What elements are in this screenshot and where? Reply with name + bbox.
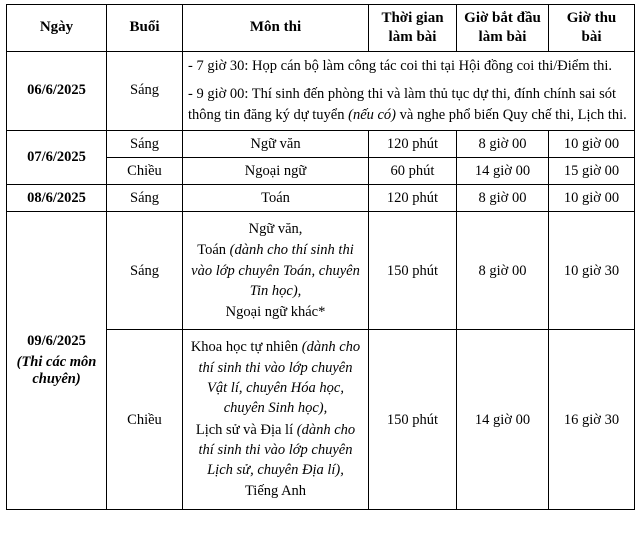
cell-duration-0806-morning: 120 phút [369, 184, 457, 211]
cell-date-0806: 08/6/2025 [7, 184, 107, 211]
table-row [7, 130, 635, 157]
column-header-start-time [457, 5, 549, 52]
cell-session-morning-0606: Sáng [107, 51, 183, 130]
subject-part-history-geography [188, 420, 363, 481]
table-row [7, 184, 635, 211]
cell-end-0806-morning: 10 giờ 00 [549, 184, 635, 211]
column-header-duration-line1: Thời gian [381, 10, 444, 26]
cell-end-0706-afternoon: 15 giờ 00 [549, 157, 635, 184]
column-header-collect-time-line2: bài [581, 28, 602, 45]
cell-start-0806-morning: 8 giờ 00 [457, 184, 549, 211]
cell-date-0906-note: (Thi các môn chuyên) [16, 354, 97, 388]
table-row [7, 211, 635, 329]
subject-part-math-label: Toán [197, 242, 230, 259]
cell-start-0706-morning: 8 giờ 00 [457, 130, 549, 157]
cell-session-morning-0906: Sáng [107, 211, 183, 329]
cell-subject-0906-morning [183, 211, 369, 329]
subject-part-history-geography-note: (dành cho thí sinh thi vào lớp chuyên Lịch sử, chuyên Địa lí), [198, 421, 356, 479]
table-header [7, 5, 635, 52]
cell-subject-0906-afternoon [183, 330, 369, 509]
cell-session-afternoon-0706: Chiều [107, 157, 183, 184]
column-header-start-time-line1: Giờ bắt đầu [464, 10, 541, 26]
column-header-subject: Môn thi [183, 5, 369, 52]
cell-subject-math: Toán [183, 184, 369, 211]
cell-start-0706-afternoon: 14 giờ 00 [457, 157, 549, 184]
column-header-duration [369, 5, 457, 52]
cell-session-morning-0706: Sáng [107, 130, 183, 157]
exam-schedule-table [6, 4, 635, 510]
column-header-start-time-line2: làm bài [478, 28, 527, 45]
cell-subject-0606 [183, 51, 635, 130]
subject-note-line-2-part-a: - 9 giờ 00: Thí sinh đến phòng thi và làm thủ tục dự thi, đính chính sai sót thông tin đăng ký dự tuyển [188, 85, 617, 123]
column-header-session: Buổi [107, 5, 183, 52]
subject-part-natural-science [188, 337, 363, 418]
cell-subject-foreign-language: Ngoại ngữ [183, 157, 369, 184]
column-header-collect-time [549, 5, 635, 52]
cell-end-0906-morning: 10 giờ 30 [549, 211, 635, 329]
subject-note-line-2-part-c: và nghe phổ biến Quy chế thi, Lịch thi. [396, 106, 627, 123]
cell-duration-0706-morning: 120 phút [369, 130, 457, 157]
cell-session-morning-0806: Sáng [107, 184, 183, 211]
table-row [7, 51, 635, 130]
subject-note-line-1: - 7 giờ 30: Họp cán bộ làm công tác coi thi tại Hội đồng coi thi/Điểm thi. [188, 57, 613, 74]
header-row [7, 5, 635, 52]
subject-note-line-2 [188, 84, 629, 126]
cell-date-0906-value: 09/6/2025 [27, 332, 86, 349]
cell-session-afternoon-0906: Chiều [107, 330, 183, 509]
table-body [7, 51, 635, 509]
cell-start-0906-afternoon: 14 giờ 00 [457, 330, 549, 509]
cell-duration-0906-morning: 150 phút [369, 211, 457, 329]
cell-date-0606: 06/6/2025 [7, 51, 107, 130]
subject-part-math-note: (dành cho thí sinh thi vào lớp chuyên Toán, chuyên Tin học), [191, 242, 360, 299]
cell-end-0906-afternoon: 16 giờ 30 [549, 330, 635, 509]
cell-duration-0706-afternoon: 60 phút [369, 157, 457, 184]
cell-start-0906-morning: 8 giờ 00 [457, 211, 549, 329]
subject-part-history-geography-label: Lịch sử và Địa lí [195, 421, 297, 438]
cell-duration-0906-afternoon: 150 phút [369, 330, 457, 509]
cell-end-0706-morning: 10 giờ 00 [549, 130, 635, 157]
subject-note-line-2-italic: (nếu có) [348, 106, 397, 123]
subject-part-other-foreign-language: Ngoại ngữ khác* [225, 304, 326, 321]
subject-part-math [188, 240, 363, 301]
subject-part-literature: Ngữ văn, [248, 220, 303, 237]
column-header-date: Ngày [7, 5, 107, 52]
subject-part-english: Tiếng Anh [244, 483, 307, 500]
cell-date-0706: 07/6/2025 [7, 130, 107, 184]
cell-date-0906 [7, 211, 107, 509]
column-header-collect-time-line1: Giờ thu [566, 10, 617, 26]
subject-part-natural-science-note: (dành cho thí sinh thi vào lớp chuyên Vật lí, chuyên Hóa học, chuyên Sinh học), [198, 339, 361, 417]
column-header-duration-line2: làm bài [388, 28, 437, 45]
cell-subject-literature: Ngữ văn [183, 130, 369, 157]
subject-part-natural-science-label: Khoa học tự nhiên [190, 339, 302, 356]
